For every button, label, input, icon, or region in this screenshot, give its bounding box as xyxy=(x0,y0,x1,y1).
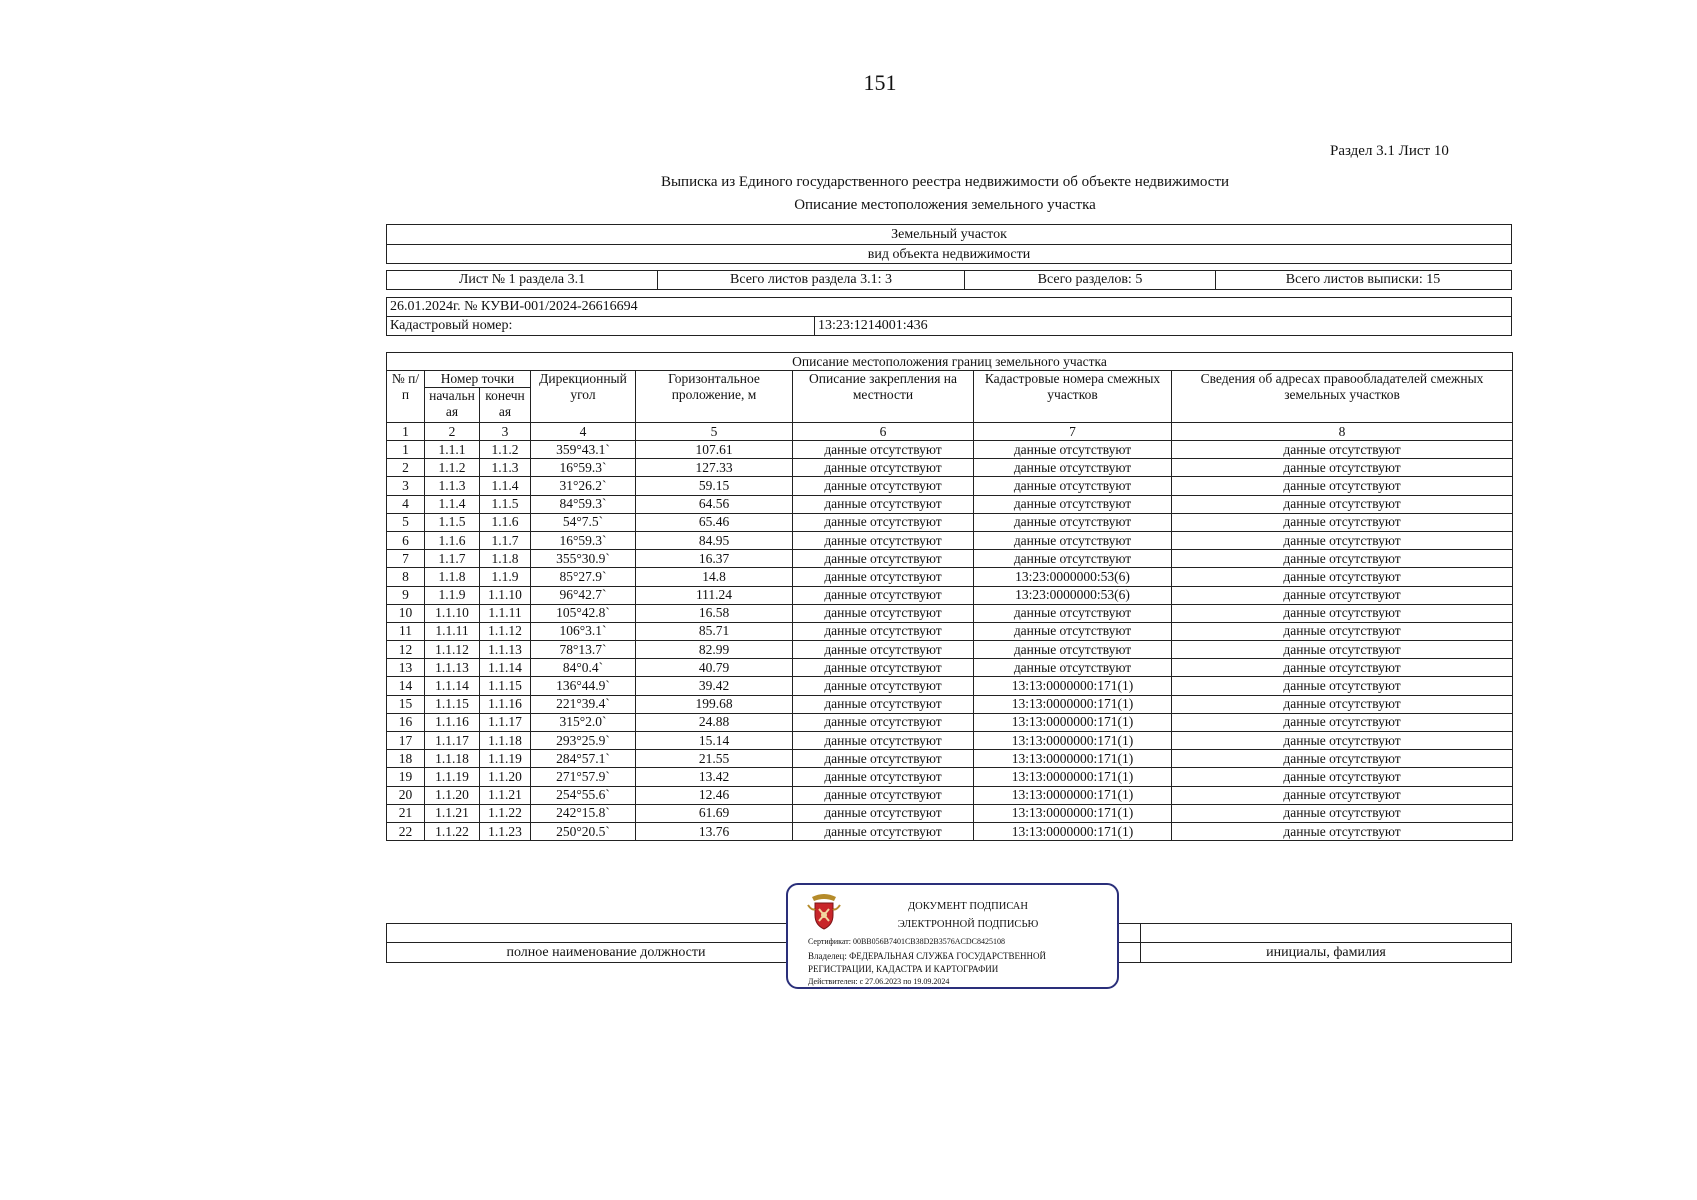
adjacent-cadastral-number: 13:13:0000000:171(1) xyxy=(974,822,1172,840)
adjacent-cadastral-number: данные отсутствуют xyxy=(974,659,1172,677)
end-point: 1.1.18 xyxy=(480,732,531,750)
owner-address-info: данные отсутствуют xyxy=(1172,622,1513,640)
table-row xyxy=(387,550,1513,568)
table-row xyxy=(387,604,1513,622)
owner-address-info: данные отсутствуют xyxy=(1172,459,1513,477)
start-point: 1.1.11 xyxy=(425,622,480,640)
adjacent-cadastral-number: 13:23:0000000:53(6) xyxy=(974,586,1172,604)
direction-angle: 254°55.6` xyxy=(531,786,636,804)
direction-angle: 221°39.4` xyxy=(531,695,636,713)
end-point: 1.1.15 xyxy=(480,677,531,695)
table-body xyxy=(387,441,1513,841)
start-point: 1.1.14 xyxy=(425,677,480,695)
owner-address-info: данные отсутствуют xyxy=(1172,495,1513,513)
fixing-description: данные отсутствуют xyxy=(793,677,974,695)
fixing-description: данные отсутствуют xyxy=(793,768,974,786)
header-distance: Горизонтальное проложение, м xyxy=(636,371,793,423)
table-row xyxy=(387,622,1513,640)
table-row xyxy=(387,822,1513,840)
adjacent-cadastral-number: данные отсутствуют xyxy=(974,441,1172,459)
horizontal-distance: 127.33 xyxy=(636,459,793,477)
stamp-certificate: Сертификат: 00BB056B7401CB38D2B3576ACDC8425108 xyxy=(808,937,1005,946)
table-row xyxy=(387,677,1513,695)
adjacent-cadastral-number: данные отсутствуют xyxy=(974,531,1172,549)
column-number: 3 xyxy=(480,423,531,441)
horizontal-distance: 111.24 xyxy=(636,586,793,604)
row-index: 22 xyxy=(387,822,425,840)
horizontal-distance: 84.95 xyxy=(636,531,793,549)
object-name: Земельный участок xyxy=(387,225,1511,245)
horizontal-distance: 82.99 xyxy=(636,641,793,659)
row-index: 17 xyxy=(387,732,425,750)
stamp-validity: Действителен: с 27.06.2023 по 19.09.2024 xyxy=(808,977,950,986)
horizontal-distance: 59.15 xyxy=(636,477,793,495)
adjacent-cadastral-number: данные отсутствуют xyxy=(974,477,1172,495)
end-point: 1.1.20 xyxy=(480,768,531,786)
header-fixing: Описание закрепления на местности xyxy=(793,371,974,423)
object-kind-label: вид объекта недвижимости xyxy=(867,247,1031,262)
sheet-info-row xyxy=(386,270,1512,290)
owner-address-info: данные отсутствуют xyxy=(1172,786,1513,804)
row-index: 7 xyxy=(387,550,425,568)
table-row xyxy=(387,441,1513,459)
adjacent-cadastral-number: 13:13:0000000:171(1) xyxy=(974,677,1172,695)
end-point: 1.1.2 xyxy=(480,441,531,459)
fixing-description: данные отсутствуют xyxy=(793,659,974,677)
table-row xyxy=(387,586,1513,604)
start-point: 1.1.19 xyxy=(425,768,480,786)
owner-address-info: данные отсутствуют xyxy=(1172,477,1513,495)
fixing-description: данные отсутствуют xyxy=(793,750,974,768)
direction-angle: 284°57.1` xyxy=(531,750,636,768)
table-row xyxy=(387,568,1513,586)
direction-angle: 250°20.5` xyxy=(531,822,636,840)
column-number: 1 xyxy=(387,423,425,441)
fixing-description: данные отсутствуют xyxy=(793,531,974,549)
fixing-description: данные отсутствуют xyxy=(793,804,974,822)
end-point: 1.1.22 xyxy=(480,804,531,822)
total-extract-sheets: Всего листов выписки: 15 xyxy=(1285,272,1441,287)
direction-angle: 31°26.2` xyxy=(531,477,636,495)
start-point: 1.1.9 xyxy=(425,586,480,604)
table-row xyxy=(387,804,1513,822)
column-number: 8 xyxy=(1172,423,1513,441)
total-sections: Всего разделов: 5 xyxy=(965,271,1216,289)
document-title: Выписка из Единого государственного реестра недвижимости об объекте недвижимости xyxy=(660,174,1230,190)
end-point: 1.1.12 xyxy=(480,622,531,640)
header-angle: Дирекционный угол xyxy=(531,371,636,423)
table-row xyxy=(387,732,1513,750)
column-number: 6 xyxy=(793,423,974,441)
table-row xyxy=(387,713,1513,731)
row-index: 3 xyxy=(387,477,425,495)
horizontal-distance: 61.69 xyxy=(636,804,793,822)
adjacent-cadastral-number: 13:13:0000000:171(1) xyxy=(974,768,1172,786)
end-point: 1.1.16 xyxy=(480,695,531,713)
owner-address-info: данные отсутствуют xyxy=(1172,441,1513,459)
fixing-description: данные отсутствуют xyxy=(793,641,974,659)
header-point-number: Номер точки xyxy=(425,371,531,388)
horizontal-distance: 16.37 xyxy=(636,550,793,568)
end-point: 1.1.9 xyxy=(480,568,531,586)
adjacent-cadastral-number: 13:13:0000000:171(1) xyxy=(974,786,1172,804)
direction-angle: 355°30.9` xyxy=(531,550,636,568)
row-index: 16 xyxy=(387,713,425,731)
end-point: 1.1.17 xyxy=(480,713,531,731)
fixing-description: данные отсутствуют xyxy=(793,713,974,731)
owner-address-info: данные отсутствуют xyxy=(1172,659,1513,677)
end-point: 1.1.3 xyxy=(480,459,531,477)
direction-angle: 242°15.8` xyxy=(531,804,636,822)
row-index: 21 xyxy=(387,804,425,822)
horizontal-distance: 85.71 xyxy=(636,622,793,640)
horizontal-distance: 12.46 xyxy=(636,786,793,804)
row-index: 2 xyxy=(387,459,425,477)
owner-address-info: данные отсутствуют xyxy=(1172,568,1513,586)
cadastral-label: Кадастровый номер: xyxy=(390,318,513,333)
start-point: 1.1.12 xyxy=(425,641,480,659)
start-point: 1.1.22 xyxy=(425,822,480,840)
fixing-description: данные отсутствуют xyxy=(793,732,974,750)
end-point: 1.1.7 xyxy=(480,531,531,549)
adjacent-cadastral-number: 13:13:0000000:171(1) xyxy=(974,804,1172,822)
e-signature-stamp xyxy=(786,883,1119,989)
row-index: 20 xyxy=(387,786,425,804)
direction-angle: 106°3.1` xyxy=(531,622,636,640)
header-start-point: начальн ая xyxy=(425,388,480,423)
row-index: 10 xyxy=(387,604,425,622)
page-number: 151 xyxy=(863,70,897,95)
start-point: 1.1.21 xyxy=(425,804,480,822)
fixing-description: данные отсутствуют xyxy=(793,477,974,495)
direction-angle: 16°59.3` xyxy=(531,459,636,477)
adjacent-cadastral-number: данные отсутствуют xyxy=(974,622,1172,640)
owner-address-info: данные отсутствуют xyxy=(1172,513,1513,531)
position-label: полное наименование должности xyxy=(506,945,706,960)
direction-angle: 78°13.7` xyxy=(531,641,636,659)
owner-address-info: данные отсутствуют xyxy=(1172,695,1513,713)
direction-angle: 105°42.8` xyxy=(531,604,636,622)
horizontal-distance: 199.68 xyxy=(636,695,793,713)
table-row xyxy=(387,477,1513,495)
adjacent-cadastral-number: 13:13:0000000:171(1) xyxy=(974,732,1172,750)
owner-address-info: данные отсутствуют xyxy=(1172,604,1513,622)
table-row xyxy=(387,768,1513,786)
direction-angle: 271°57.9` xyxy=(531,768,636,786)
horizontal-distance: 65.46 xyxy=(636,513,793,531)
section-sheet-label: Раздел 3.1 Лист 10 xyxy=(1330,143,1449,159)
owner-address-info: данные отсутствуют xyxy=(1172,550,1513,568)
table-row xyxy=(387,750,1513,768)
adjacent-cadastral-number: 13:13:0000000:171(1) xyxy=(974,750,1172,768)
column-number: 5 xyxy=(636,423,793,441)
column-number: 2 xyxy=(425,423,480,441)
row-index: 15 xyxy=(387,695,425,713)
owner-address-info: данные отсутствуют xyxy=(1172,768,1513,786)
stamp-line2: ЭЛЕКТРОННОЙ ПОДПИСЬЮ xyxy=(897,919,1039,930)
object-type-box xyxy=(386,224,1512,264)
start-point: 1.1.6 xyxy=(425,531,480,549)
start-point: 1.1.2 xyxy=(425,459,480,477)
table-row xyxy=(387,641,1513,659)
header-num: № п/п xyxy=(387,371,425,423)
start-point: 1.1.10 xyxy=(425,604,480,622)
owner-address-info: данные отсутствуют xyxy=(1172,732,1513,750)
start-point: 1.1.18 xyxy=(425,750,480,768)
owner-address-info: данные отсутствуют xyxy=(1172,531,1513,549)
end-point: 1.1.13 xyxy=(480,641,531,659)
owner-address-info: данные отсутствуют xyxy=(1172,677,1513,695)
sheet-of-section: Лист № 1 раздела 3.1 xyxy=(387,271,658,289)
row-index: 6 xyxy=(387,531,425,549)
adjacent-cadastral-number: данные отсутствуют xyxy=(974,495,1172,513)
total-section-sheets: Всего листов раздела 3.1: 3 xyxy=(658,271,965,289)
end-point: 1.1.21 xyxy=(480,786,531,804)
owner-address-info: данные отсутствуют xyxy=(1172,804,1513,822)
document-subtitle: Описание местоположения земельного участка xyxy=(794,197,1096,213)
start-point: 1.1.13 xyxy=(425,659,480,677)
fixing-description: данные отсутствуют xyxy=(793,622,974,640)
start-point: 1.1.3 xyxy=(425,477,480,495)
end-point: 1.1.4 xyxy=(480,477,531,495)
end-point: 1.1.11 xyxy=(480,604,531,622)
end-point: 1.1.23 xyxy=(480,822,531,840)
cadastral-row xyxy=(387,317,1511,335)
fixing-description: данные отсутствуют xyxy=(793,459,974,477)
column-number: 7 xyxy=(974,423,1172,441)
horizontal-distance: 13.42 xyxy=(636,768,793,786)
adjacent-cadastral-number: 13:13:0000000:171(1) xyxy=(974,713,1172,731)
direction-angle: 293°25.9` xyxy=(531,732,636,750)
stamp-owner-line1: Владелец: ФЕДЕРАЛЬНАЯ СЛУЖБА ГОСУДАРСТВЕННОЙ xyxy=(808,951,1047,961)
row-index: 19 xyxy=(387,768,425,786)
fixing-description: данные отсутствуют xyxy=(793,441,974,459)
header-adjacent: Кадастровые номера смежных участков xyxy=(974,371,1172,423)
table-row xyxy=(387,786,1513,804)
fixing-description: данные отсутствуют xyxy=(793,586,974,604)
row-index: 5 xyxy=(387,513,425,531)
owner-address-info: данные отсутствуют xyxy=(1172,750,1513,768)
row-index: 13 xyxy=(387,659,425,677)
owner-address-info: данные отсутствуют xyxy=(1172,822,1513,840)
fixing-description: данные отсутствуют xyxy=(793,550,974,568)
end-point: 1.1.8 xyxy=(480,550,531,568)
table-row xyxy=(387,459,1513,477)
direction-angle: 84°59.3` xyxy=(531,495,636,513)
horizontal-distance: 64.56 xyxy=(636,495,793,513)
owner-address-info: данные отсутствуют xyxy=(1172,713,1513,731)
emblem-icon xyxy=(806,891,842,931)
fixing-description: данные отсутствуют xyxy=(793,786,974,804)
row-index: 4 xyxy=(387,495,425,513)
direction-angle: 85°27.9` xyxy=(531,568,636,586)
name-label: инициалы, фамилия xyxy=(1266,945,1386,960)
row-index: 9 xyxy=(387,586,425,604)
horizontal-distance: 16.58 xyxy=(636,604,793,622)
horizontal-distance: 14.8 xyxy=(636,568,793,586)
adjacent-cadastral-number: данные отсутствуют xyxy=(974,641,1172,659)
horizontal-distance: 24.88 xyxy=(636,713,793,731)
adjacent-cadastral-number: данные отсутствуют xyxy=(974,604,1172,622)
row-index: 14 xyxy=(387,677,425,695)
direction-angle: 84°0.4` xyxy=(531,659,636,677)
adjacent-cadastral-number: данные отсутствуют xyxy=(974,550,1172,568)
column-number-row xyxy=(387,423,1513,441)
record-info-box xyxy=(386,297,1512,336)
start-point: 1.1.16 xyxy=(425,713,480,731)
row-index: 8 xyxy=(387,568,425,586)
horizontal-distance: 40.79 xyxy=(636,659,793,677)
start-point: 1.1.8 xyxy=(425,568,480,586)
row-index: 18 xyxy=(387,750,425,768)
start-point: 1.1.4 xyxy=(425,495,480,513)
adjacent-cadastral-number: 13:23:0000000:53(6) xyxy=(974,568,1172,586)
horizontal-distance: 13.76 xyxy=(636,822,793,840)
row-index: 12 xyxy=(387,641,425,659)
direction-angle: 96°42.7` xyxy=(531,586,636,604)
direction-angle: 315°2.0` xyxy=(531,713,636,731)
table-row xyxy=(387,695,1513,713)
stamp-line1: ДОКУМЕНТ ПОДПИСАН xyxy=(908,901,1028,912)
end-point: 1.1.6 xyxy=(480,513,531,531)
end-point: 1.1.19 xyxy=(480,750,531,768)
end-point: 1.1.14 xyxy=(480,659,531,677)
table-row xyxy=(387,659,1513,677)
adjacent-cadastral-number: 13:13:0000000:171(1) xyxy=(974,695,1172,713)
direction-angle: 16°59.3` xyxy=(531,531,636,549)
horizontal-distance: 21.55 xyxy=(636,750,793,768)
fixing-description: данные отсутствуют xyxy=(793,695,974,713)
direction-angle: 136°44.9` xyxy=(531,677,636,695)
start-point: 1.1.7 xyxy=(425,550,480,568)
start-point: 1.1.5 xyxy=(425,513,480,531)
fixing-description: данные отсутствуют xyxy=(793,513,974,531)
header-owners: Сведения об адресах правообладателей смежных земельных участков xyxy=(1172,371,1513,423)
cadastral-number: 13:23:1214001:436 xyxy=(814,317,928,335)
start-point: 1.1.17 xyxy=(425,732,480,750)
row-index: 11 xyxy=(387,622,425,640)
end-point: 1.1.5 xyxy=(480,495,531,513)
header-end-point: конечн ая xyxy=(480,388,531,423)
boundary-table xyxy=(386,352,1513,841)
start-point: 1.1.15 xyxy=(425,695,480,713)
table-caption: Описание местоположения границ земельного участка xyxy=(387,353,1513,371)
owner-address-info: данные отсутствуют xyxy=(1172,641,1513,659)
direction-angle: 54°7.5` xyxy=(531,513,636,531)
adjacent-cadastral-number: данные отсутствуют xyxy=(974,513,1172,531)
direction-angle: 359°43.1` xyxy=(531,441,636,459)
end-point: 1.1.10 xyxy=(480,586,531,604)
start-point: 1.1.1 xyxy=(425,441,480,459)
table-row xyxy=(387,513,1513,531)
adjacent-cadastral-number: данные отсутствуют xyxy=(974,459,1172,477)
start-point: 1.1.20 xyxy=(425,786,480,804)
record-date-number: 26.01.2024г. № КУВИ-001/2024-26616694 xyxy=(387,298,1511,317)
horizontal-distance: 15.14 xyxy=(636,732,793,750)
column-number: 4 xyxy=(531,423,636,441)
table-row xyxy=(387,531,1513,549)
fixing-description: данные отсутствуют xyxy=(793,568,974,586)
owner-address-info: данные отсутствуют xyxy=(1172,586,1513,604)
table-row xyxy=(387,495,1513,513)
fixing-description: данные отсутствуют xyxy=(793,822,974,840)
fixing-description: данные отсутствуют xyxy=(793,604,974,622)
row-index: 1 xyxy=(387,441,425,459)
horizontal-distance: 107.61 xyxy=(636,441,793,459)
stamp-owner-line2: РЕГИСТРАЦИИ, КАДАСТРА И КАРТОГРАФИИ xyxy=(808,964,999,974)
horizontal-distance: 39.42 xyxy=(636,677,793,695)
fixing-description: данные отсутствуют xyxy=(793,495,974,513)
